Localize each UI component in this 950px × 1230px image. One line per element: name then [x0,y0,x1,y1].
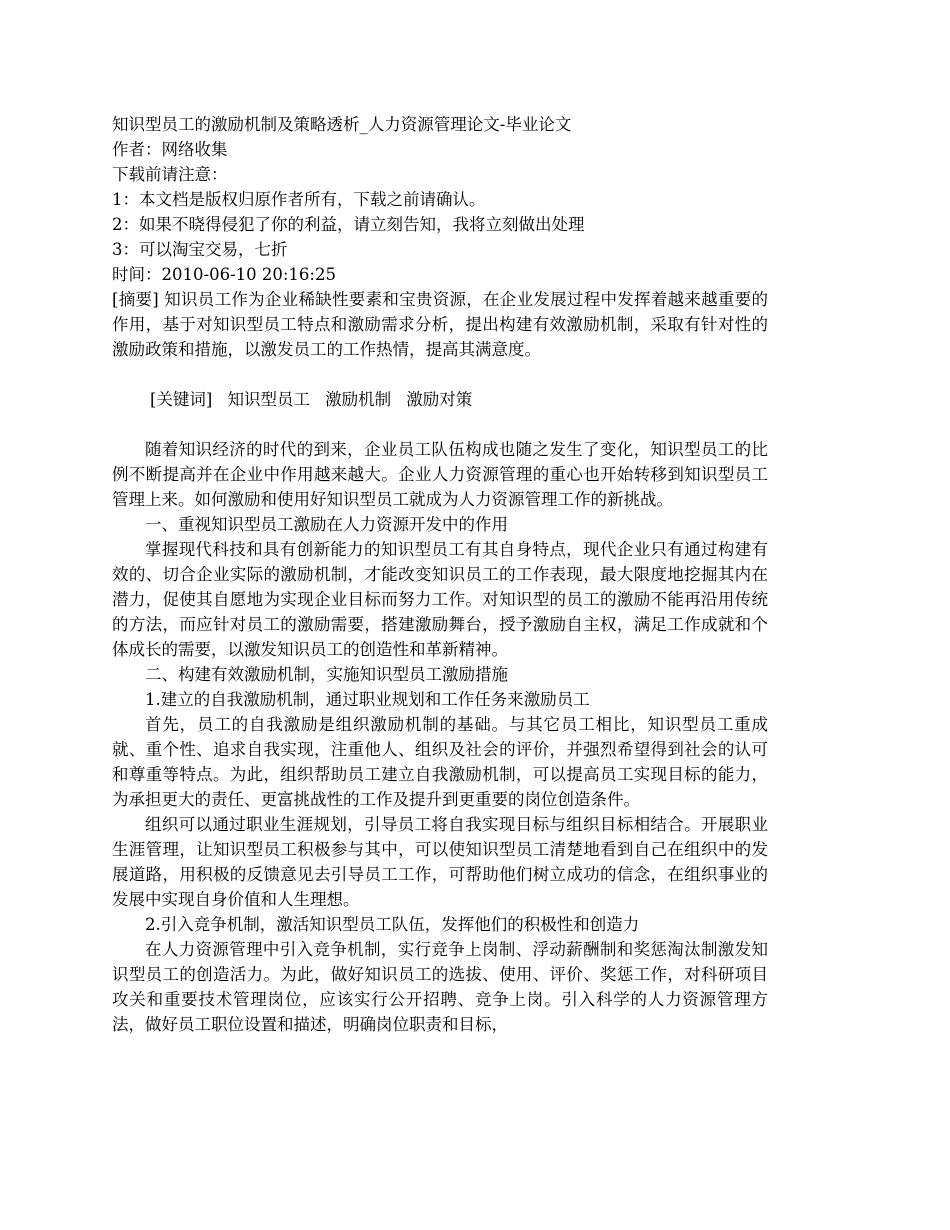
spacer [112,362,768,387]
keywords-line [112,387,768,412]
notice-item-3: 3：可以淘宝交易，七折 [112,240,288,259]
document-page [112,112,768,1037]
keyword-item: 激励机制 [325,390,392,409]
keyword-item: 知识型员工 [227,390,310,409]
spacer [112,412,768,437]
notice-item-2: 2：如果不晓得侵犯了你的利益，请立刻告知，我将立刻做出处理 [112,215,585,234]
subsection-2-paragraph: 在人力资源管理中引入竞争机制，实行竞争上岗制、浮动薪酬制和奖惩淘汰制激发知识型员工的创造活力。为此，做好知识员工的选拔、使用、评价、奖惩工作，对科研项目攻关和重要技术管理岗位，应该实行公开招聘、竞争上岗。引入科学的人力资源管理方法，做好员工职位设置和描述，明确岗位职责和目标， [112,940,768,1034]
keywords-label: [关键词] [149,390,213,409]
keyword-item: 激励对策 [406,390,473,409]
subsection-1-paragraph-2: 组织可以通过职业生涯规划，引导员工将自我实现目标与组织目标相结合。开展职业生涯管理，让知识型员工积极参与其中，可以使知识型员工清楚地看到自己在组织中的发展道路，用积极的反馈意见去引导员工工作，可帮助他们树立成功的信念，在组织事业的发展中实现自身价值和人生理想。 [112,815,768,909]
subsection-1-paragraph-1: 首先，员工的自我激励是组织激励机制的基础。与其它员工相比，知识型员工重成就、重个性、追求自我实现，注重他人、组织及社会的评价，并强烈希望得到社会的认可和尊重等特点。为此，组织帮助员工建立自我激励机制，可以提高员工实现目标的能力，为承担更大的责任、更富挑战性的工作及提升到更重要的岗位创造条件。 [112,715,768,809]
notice-item-1: 1：本文档是版权归原作者所有，下载之前请确认。 [112,190,486,209]
intro-paragraph: 随着知识经济的时代的到来，企业员工队伍构成也随之发生了变化，知识型员工的比例不断提高并在企业中作用越来越大。企业人力资源管理的重心也开始转移到知识型员工管理上来。如何激励和使用好知识型员工就成为人力资源管理工作的新挑战。 [112,440,768,509]
abstract-paragraph: [摘要] 知识员工作为企业稀缺性要素和宝贵资源，在企业发展过程中发挥着越来越重要的作用，基于对知识型员工特点和激励需求分析，提出构建有效激励机制，采取有针对性的激励政策和措施，以激发员工的工作热情，提高其满意度。 [112,290,768,359]
section-1-paragraph: 掌握现代科技和具有创新能力的知识型员工有其自身特点，现代企业只有通过构建有效的、切合企业实际的激励机制，才能改变知识员工的工作表现，最大限度地挖掘其内在潜力，促使其自愿地为实现企业目标而努力工作。对知识型的员工的激励不能再沿用传统的方法，而应针对员工的激励需要，搭建激励舞台，授予激励自主权，满足工作成就和个体成长的需要，以激发知识员工的创造性和革新精神。 [112,540,768,659]
section-2-heading: 二、构建有效激励机制，实施知识型员工激励措施 [145,665,508,684]
subsection-2-heading: 2.引入竞争机制，激活知识型员工队伍，发挥他们的积极性和创造力 [145,915,640,934]
author-line: 作者：网络收集 [112,140,228,159]
notice-title: 下载前请注意： [112,165,228,184]
section-1-heading: 一、重视知识型员工激励在人力资源开发中的作用 [145,515,508,534]
document-title: 知识型员工的激励机制及策略透析_人力资源管理论文-毕业论文 [112,115,572,134]
time-line: 时间：2010-06-10 20:16:25 [112,265,336,284]
subsection-1-heading: 1.建立的自我激励机制，通过职业规划和工作任务来激励员工 [145,690,590,709]
